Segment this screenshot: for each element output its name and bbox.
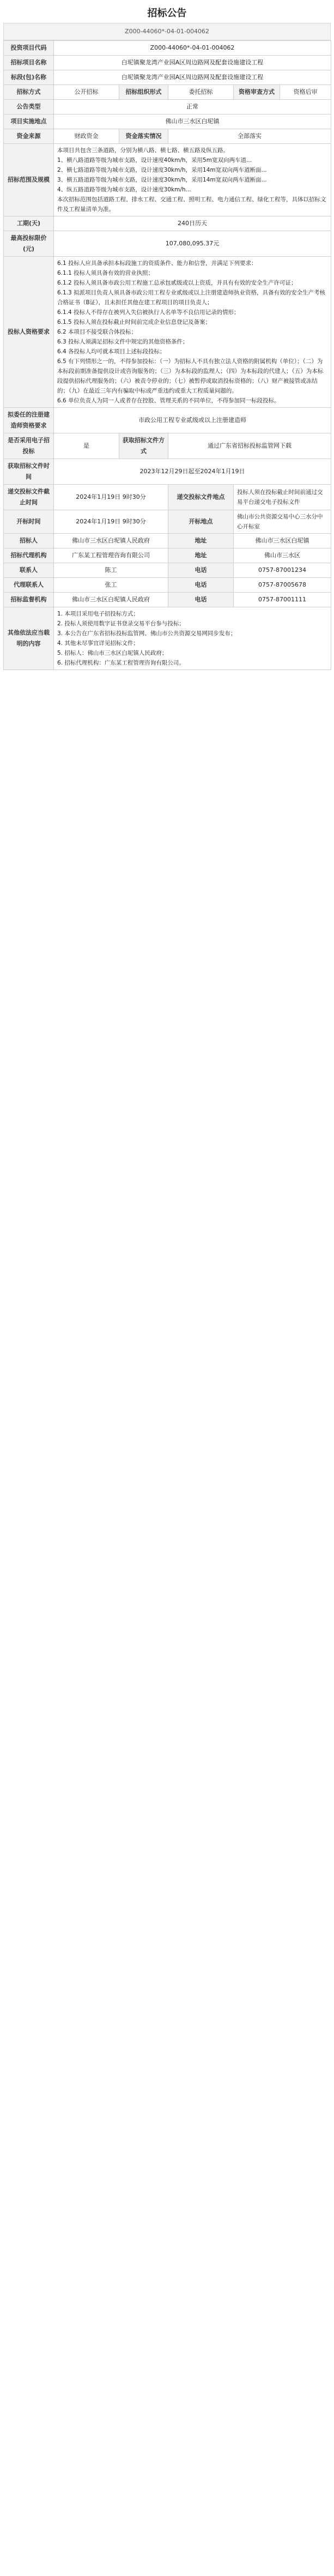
label-electronic: 是否采用电子招投标: [4, 433, 54, 459]
label-agent: 招标代理机构: [4, 548, 54, 563]
value-location: 佛山市三水区白坭镇: [54, 114, 331, 129]
label-supervisor: 招标监督机构: [4, 593, 54, 607]
label-open-time: 开标时间: [4, 510, 54, 534]
label-open-place: 开标地点: [168, 510, 234, 534]
notice-table: [3, 40, 331, 670]
row-fund-source: [4, 129, 331, 144]
value-contact-phone: 0757-87001234: [234, 563, 331, 578]
row-location: [4, 114, 331, 129]
value-review-mode: 资格后审: [280, 85, 331, 100]
value-tender-mode: 公开招标: [54, 85, 119, 100]
label-scope: 招标范围及规模: [4, 144, 54, 216]
value-supervisor-phone: 0757-87001111: [234, 593, 331, 607]
row-supervisor: [4, 593, 331, 607]
row-bidder-req: [4, 257, 331, 408]
label-bid-place: 递交投标文件地点: [168, 485, 234, 510]
label-max-price: 最高投标限价(元): [4, 231, 54, 257]
label-section-name: 标段(包)名称: [4, 70, 54, 85]
label-tenderee: 招标人: [4, 534, 54, 548]
value-bid-place: 投标人须在投标截止时间前通过交易平台递交电子投标文件: [234, 485, 331, 510]
value-org-form: 委托招标: [168, 85, 234, 100]
row-agent: [4, 548, 331, 563]
value-contact: 陈工: [54, 563, 168, 578]
row-agent-contact: [4, 578, 331, 593]
row-bid-deadline: [4, 485, 331, 510]
value-other: 1. 本项目采用电子招投标方式； 2. 投标人须使用数字证书登录交易平台参与投标； 3. 本公告在广东省招标投标监管网、佛山市公共资源交易网同步发布； 4. 其他未尽事宜详见招标文件； 5. 招标人：佛山市三水区白坭镇人民政府； 6. 招标代理机构：广东某工程管理咨询有限公司。: [54, 607, 331, 670]
value-fund-source: 财政资金: [54, 129, 119, 144]
label-agent-phone: 电话: [168, 578, 234, 593]
value-fund-status: 全部落实: [168, 129, 331, 144]
value-project-name: 白坭镇聚龙湾产业园A区周边路网及配套设施建设工程: [54, 56, 331, 70]
label-public-mode: 公告类型: [4, 100, 54, 114]
row-tender-mode: [4, 85, 331, 100]
label-doc-fee: 获取招标文件方式: [119, 433, 168, 459]
label-fund-status: 资金落实情况: [119, 129, 168, 144]
value-agent: 广东某工程管理咨询有限公司: [54, 548, 168, 563]
row-open-time: [4, 510, 331, 534]
label-supervisor-phone: 电话: [168, 593, 234, 607]
label-project-no: 投资项目代码: [4, 41, 54, 56]
value-tenderee-address: 佛山市三水区白坭镇: [234, 534, 331, 548]
row-contact: [4, 563, 331, 578]
label-get-time: 获取招标文件时间: [4, 459, 54, 485]
value-project-no: Z000-44060*-04-01-004062: [54, 41, 331, 56]
label-agent-contact: 代理联系人: [4, 578, 54, 593]
row-max-price: [4, 231, 331, 257]
row-other: [4, 607, 331, 670]
value-scope: 本项目共包含三条道路，分别为横八路、横七路、横五路及纵五路。 1、横八路道路等级为城市支路，设计速度40km/h，采用5m宽双向两车道... 2、横七路道路等级为城市支路，设计速度30km/h，采用14m宽双向两车道断面... 3、横五路道路等级为城市支路，设计速度30km/h，采用14m宽双向两车道断面... 4、纵五路道路等级为城市支路，设计速度30km/h... 本次招标范围包括道路工程、排水工程、交通工程、照明工程、电力通信工程、绿化工程等，具体以招标文件及工程量清单为准。: [54, 144, 331, 216]
row-electronic: [4, 433, 331, 459]
value-public-mode: 正常: [54, 100, 331, 114]
value-agent-address: 佛山市三水区: [234, 548, 331, 563]
label-tender-mode: 招标方式: [4, 85, 54, 100]
row-get-time: [4, 459, 331, 485]
row-project-name: [4, 56, 331, 70]
row-public-mode: [4, 100, 331, 114]
label-agent-address: 地址: [168, 548, 234, 563]
value-duration: 240日历天: [54, 216, 331, 231]
value-get-time: 2023年12月29日起至2024年1月19日: [54, 459, 331, 485]
value-doc-fee: 通过广东省招标投标监管网下载: [168, 433, 331, 459]
label-bidder-req: 投标人资格要求: [4, 257, 54, 408]
label-contact: 联系人: [4, 563, 54, 578]
value-bidder-req: 6.1 投标人应具备承担本标段施工的资质条件、能力和信誉，并满足下列要求： 6.1.1 投标人须具备有效的营业执照； 6.1.2 投标人须具备市政公用工程施工总承包贰级或以上资质，并具有有效的安全生产许可证； 6.1.3 拟派项目负责人须具备市政公用工程专业贰级或以上注册建造师执业资格，具备有效的安全生产考核合格证书（B证），且未担任其他在建工程项目的项目负责人； 6.1.4 投标人不得存在被列入失信被执行人名单等不良信用记录的情形； 6.1.5 投标人须在投标截止时间前完成企业信息登记及备案； 6.2 本项目不接受联合体投标； 6.3 投标人须满足招标文件中规定的其他资格条件； 6.4 各投标人均可就本项目上述标段投标； 6.5 有下列情形之一的，不得参加投标：（一）为招标人不具有独立法人资格的附属机构（单位）；（二）为本标段前期准备提供设计或咨询服务的；（三）为本标段的监理人；（四）为本标段的代建人；（五）为本标段提供招标代理服务的；（六）被责令停业的；（七）被暂停或取消投标资格的；（八）财产被接管或冻结的；（九）在最近三年内有骗取中标或严重违约或重大工程质量问题的。 6.6 单位负责人为同一人或者存在控股、管理关系的不同单位，不得参加同一标段投标。: [54, 257, 331, 408]
value-open-place: 佛山市公共资源交易中心三水分中心开标室: [234, 510, 331, 534]
label-fund-source: 资金来源: [4, 129, 54, 144]
row-scope: [4, 144, 331, 216]
label-duration: 工期(天): [4, 216, 54, 231]
value-agent-contact: 张工: [54, 578, 168, 593]
label-contact-phone: 电话: [168, 563, 234, 578]
label-bid-deadline: 递交投标文件截止时间: [4, 485, 54, 510]
value-section-name: 白坭镇聚龙湾产业园A区周边路网及配套设施建设工程: [54, 70, 331, 85]
label-tenderee-address: 地址: [168, 534, 234, 548]
row-section-name: [4, 70, 331, 85]
label-project-name: 招标项目名称: [4, 56, 54, 70]
row-project-no: [4, 41, 331, 56]
label-appoint-req: 拟委任的注册建造师资格要求: [4, 408, 54, 433]
value-tenderee: 佛山市三水区白坭镇人民政府: [54, 534, 168, 548]
value-open-time: 2024年1月19日 9时30分: [54, 510, 168, 534]
label-review-mode: 资格审查方式: [234, 85, 280, 100]
value-agent-phone: 0757-87005678: [234, 578, 331, 593]
value-bid-deadline: 2024年1月19日 9时30分: [54, 485, 168, 510]
label-location: 项目实施地点: [4, 114, 54, 129]
value-supervisor: 佛山市三水区白坭镇人民政府: [54, 593, 168, 607]
label-org-form: 招标组织形式: [119, 85, 168, 100]
row-appoint-req: [4, 408, 331, 433]
row-duration: [4, 216, 331, 231]
project-code-bar: Z000-44060*-04-01-004062: [3, 23, 331, 40]
label-other: 其他依法应当载明的内容: [4, 607, 54, 670]
value-electronic: 是: [54, 433, 119, 459]
notice-title: 招标公告: [147, 8, 187, 19]
value-max-price: 107,080,095.37元: [54, 231, 331, 257]
row-tenderee: [4, 534, 331, 548]
value-appoint-req: 市政公用工程专业贰级或以上注册建造师: [54, 408, 331, 433]
